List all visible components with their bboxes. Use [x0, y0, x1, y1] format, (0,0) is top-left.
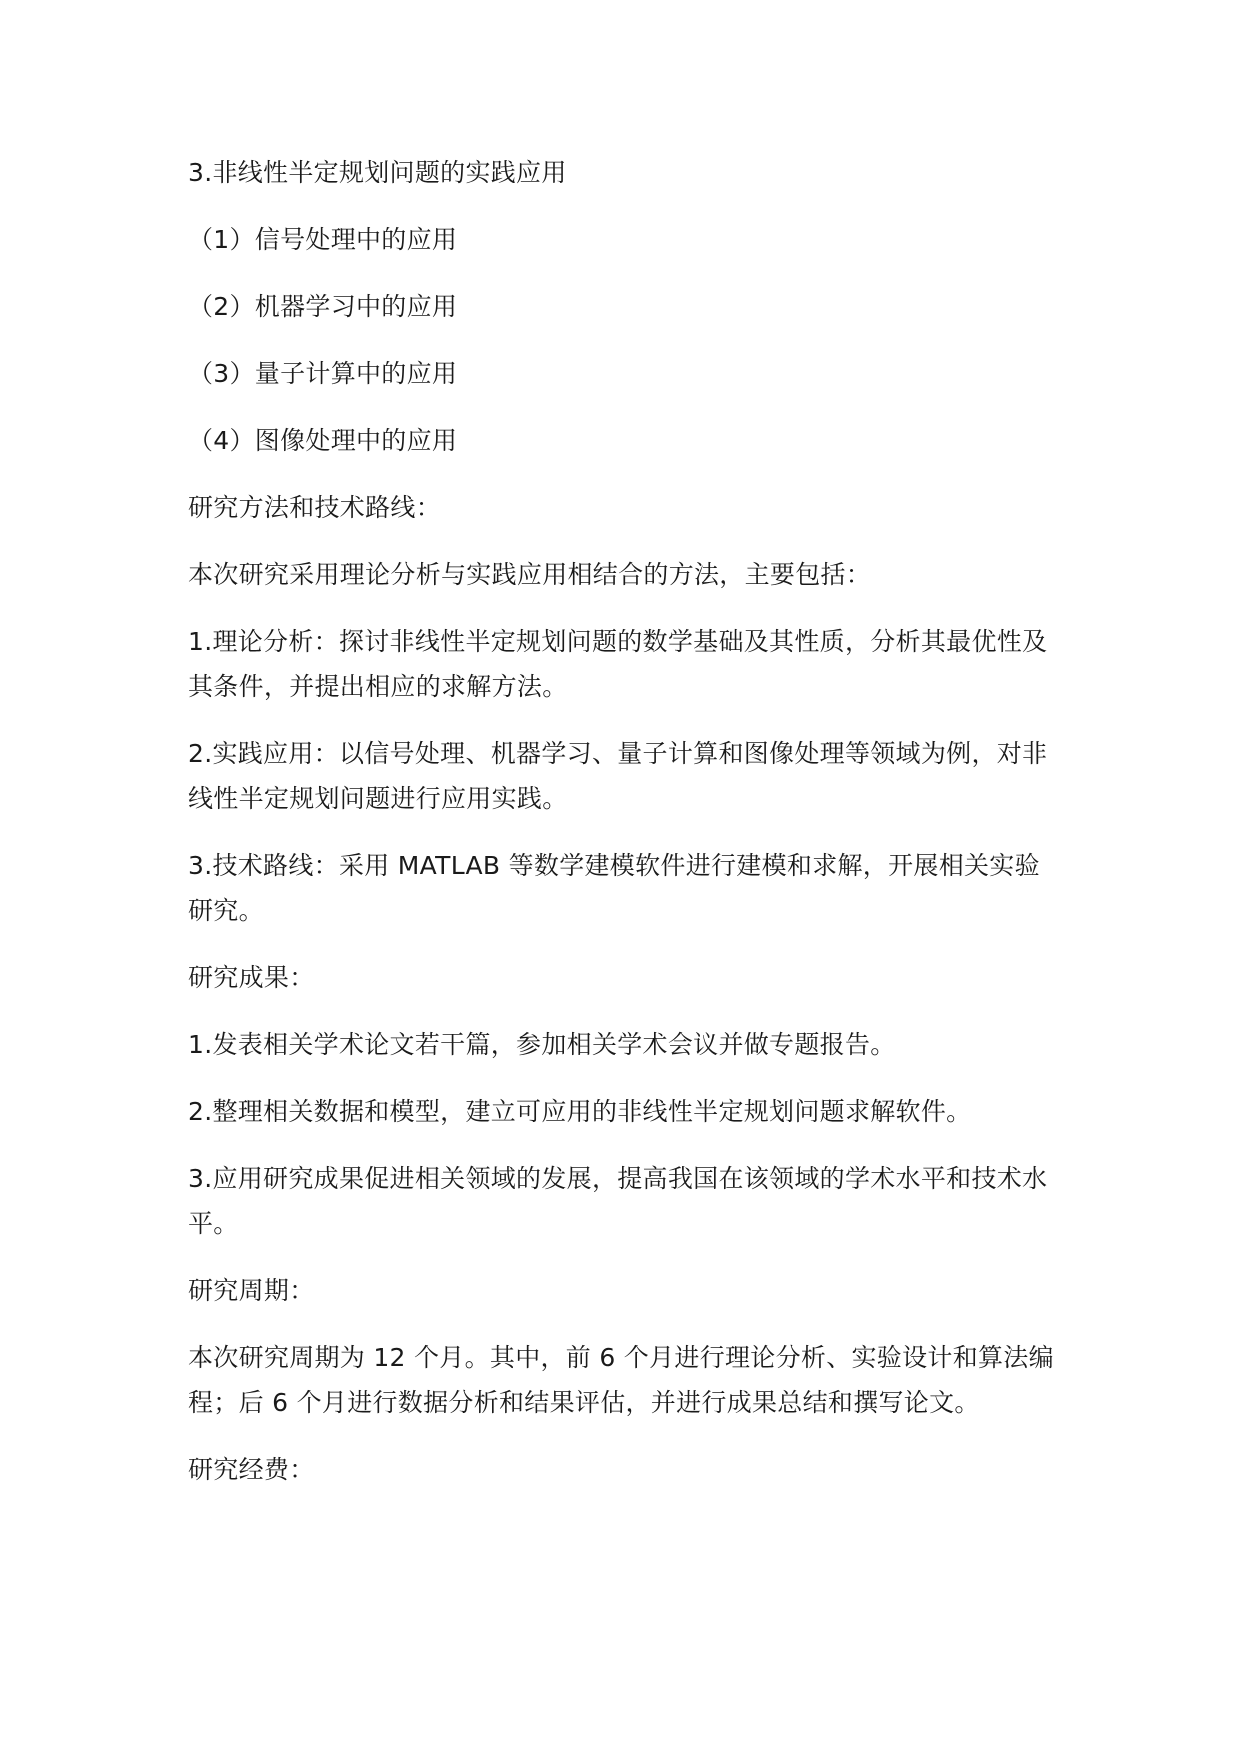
list-item-signal-processing: （1）信号处理中的应用 — [188, 225, 458, 254]
methods-item-practice: 2.实践应用：以信号处理、机器学习、量子计算和图像处理等领域为例，对非线性半定规划问题进行应用实践。 — [188, 739, 1048, 813]
section-heading-practice-applications: 3.非线性半定规划问题的实践应用 — [188, 158, 567, 187]
methods-intro: 本次研究采用理论分析与实践应用相结合的方法，主要包括： — [188, 560, 872, 589]
methods-item-tech-route: 3.技术路线：采用 MATLAB 等数学建模软件进行建模和求解，开展相关实验研究。 — [188, 851, 1040, 925]
list-item-image-processing: （4）图像处理中的应用 — [188, 426, 458, 455]
section-heading-period: 研究周期： — [188, 1276, 315, 1305]
list-item-quantum-computing: （3）量子计算中的应用 — [188, 359, 458, 388]
results-item-papers: 1.发表相关学术论文若干篇，参加相关学术会议并做专题报告。 — [188, 1030, 896, 1059]
period-description: 本次研究周期为 12 个月。其中，前 6 个月进行理论分析、实验设计和算法编程；后 6 个月进行数据分析和结果评估，并进行成果总结和撰写论文。 — [188, 1343, 1054, 1417]
section-heading-results: 研究成果： — [188, 963, 315, 992]
section-heading-methods: 研究方法和技术路线： — [188, 493, 442, 522]
results-item-software: 2.整理相关数据和模型，建立可应用的非线性半定规划问题求解软件。 — [188, 1097, 972, 1126]
results-item-impact: 3.应用研究成果促进相关领域的发展，提高我国在该领域的学术水平和技术水平。 — [188, 1164, 1048, 1238]
list-item-machine-learning: （2）机器学习中的应用 — [188, 292, 458, 321]
section-heading-funding: 研究经费： — [188, 1455, 315, 1484]
document-body — [188, 150, 1058, 1492]
methods-item-theory: 1.理论分析：探讨非线性半定规划问题的数学基础及其性质，分析其最优性及其条件，并提出相应的求解方法。 — [188, 627, 1048, 701]
